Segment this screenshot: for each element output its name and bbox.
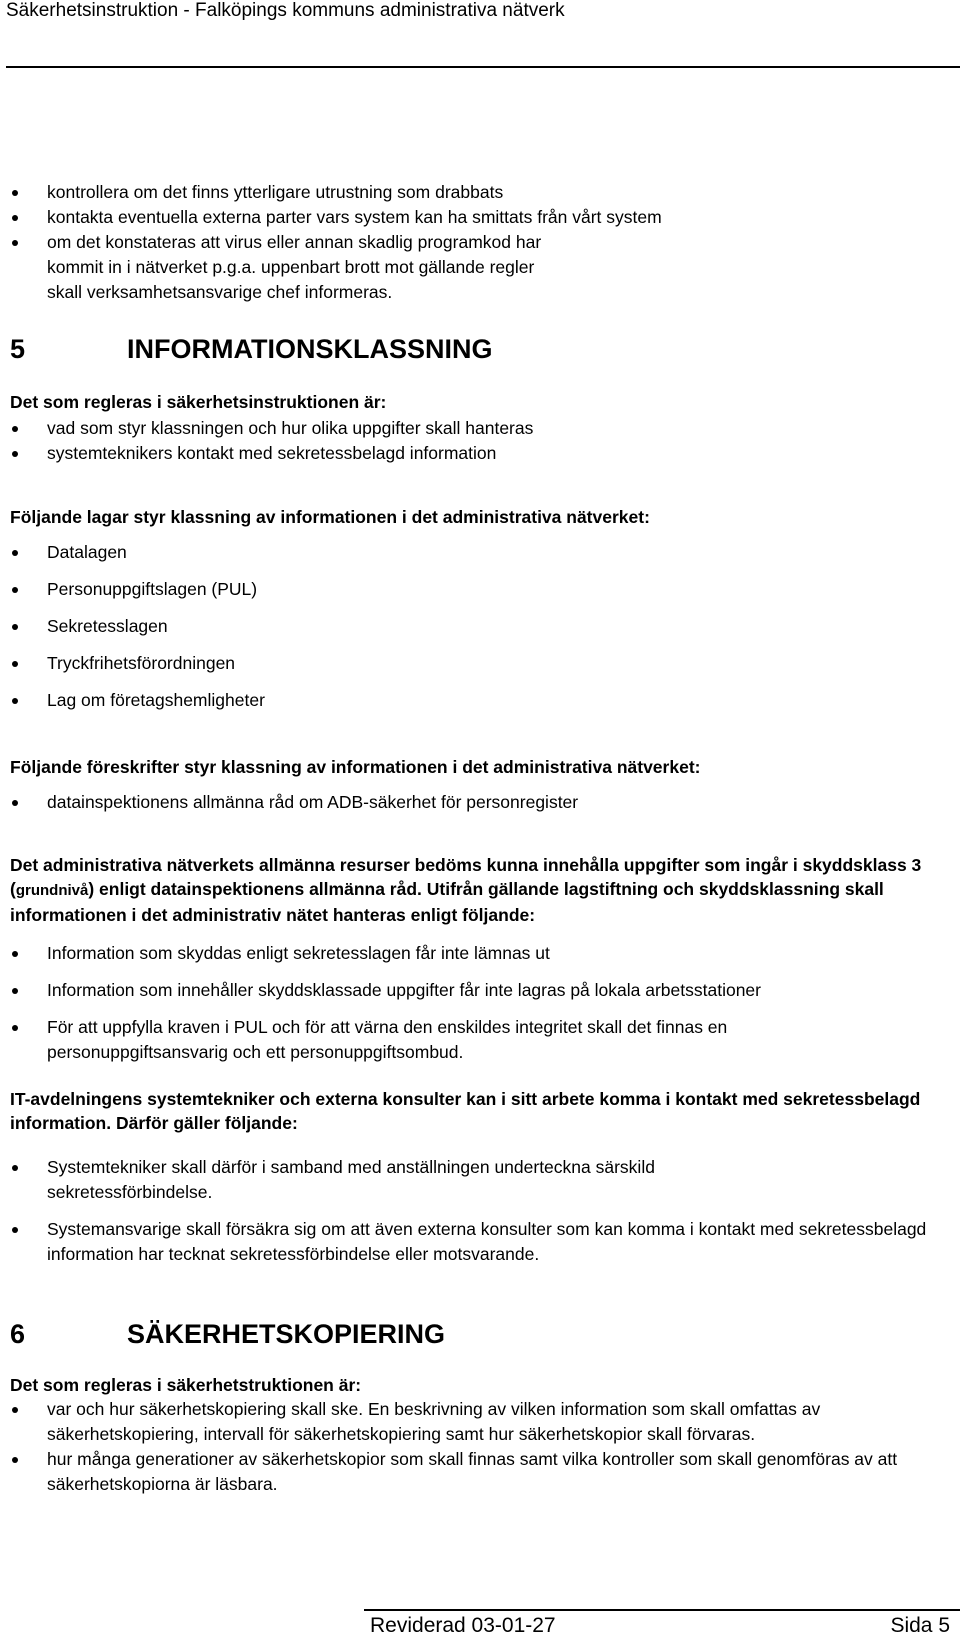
section-6-regulated-list — [10, 1397, 950, 1497]
section-5-regulated-label: Det som regleras i säkerhetsinstruktionen är: — [10, 392, 387, 412]
section-5-regs-block — [10, 755, 950, 815]
section-6-regulated-label: Det som regleras i säkerhetstruktionen är: — [10, 1375, 362, 1395]
list-item: Sekretesslagen — [10, 614, 950, 639]
section-5-regs-label: Följande föreskrifter styr klassning av informationen i det administrativa nätverket: — [10, 757, 701, 777]
section-6-regulated-block — [10, 1373, 950, 1497]
list-item: Lag om företagshemligheter — [10, 688, 950, 713]
intro-bullets-block — [10, 180, 950, 305]
intro-bullet-list — [10, 180, 950, 305]
list-item: Information som skyddas enligt sekretesslagen får inte lämnas ut — [10, 941, 950, 966]
section-5-it-block — [10, 1087, 950, 1267]
list-item: systemteknikers kontakt med sekretessbelagd information — [10, 441, 950, 466]
footer-divider — [364, 1609, 960, 1611]
list-item: För att uppfylla kraven i PUL och för att värna den enskildes integritet skall det finnas en personuppgiftsansvarig och ett personuppgiftsombud. — [10, 1015, 950, 1065]
section-5-laws-label: Följande lagar styr klassning av informationen i det administrativa nätverket: — [10, 507, 650, 527]
section-6-title: SÄKERHETSKOPIERING — [127, 1319, 446, 1349]
section-5-laws-list — [10, 540, 950, 713]
list-item: vad som styr klassningen och hur olika uppgifter skall hanteras — [10, 416, 950, 441]
header-divider — [6, 66, 960, 68]
list-item: hur många generationer av säkerhetskopior som skall finnas samt vilka kontroller som skall genomföras av att säkerhetskopiorna är läsbara. — [10, 1447, 950, 1497]
section-5-regulated-block — [10, 390, 950, 466]
section-6-number: 6 — [10, 1319, 26, 1349]
section-5-handling-list — [10, 941, 950, 1065]
resources-text-part-2: ) enligt datainspektionens allmänna råd. Utifrån gällande lagstiftning och skyddsklassning skall informationen i det administrativ nätet hanteras enligt följande: — [10, 879, 884, 925]
resources-text-part-1: Det administrativa nätverkets allmänna resurser bedöms kunna innehålla uppgifter som ingår i skyddsklass 3 ( — [10, 855, 922, 899]
footer-page-number: Sida 5 — [890, 1614, 950, 1637]
section-5-resources-block — [10, 853, 950, 1065]
section-5-resources-paragraph — [10, 853, 950, 927]
resources-text-small: grundnivå — [15, 882, 89, 899]
section-5-regulated-list — [10, 416, 950, 466]
section-5-laws-block — [10, 505, 950, 725]
section-5-it-list — [10, 1155, 950, 1267]
list-item: kontrollera om det finns ytterligare utrustning som drabbats — [10, 180, 950, 205]
list-item: kontakta eventuella externa parter vars system kan ha smittats från vårt system — [10, 205, 950, 230]
section-6-heading — [10, 1318, 445, 1350]
list-item: Personuppgiftslagen (PUL) — [10, 577, 950, 602]
list-item: Datalagen — [10, 540, 950, 565]
footer-revised: Reviderad 03-01-27 — [370, 1614, 556, 1637]
section-5-regs-list — [10, 790, 950, 815]
list-item: Systemansvarige skall försäkra sig om att även externa konsulter som kan komma i kontakt med sekretessbelagd information har tecknat sekretessförbindelse eller motsvarande. — [10, 1217, 950, 1267]
section-5-title: INFORMATIONSKLASSNING — [127, 334, 493, 364]
list-item: Information som innehåller skyddsklassade uppgifter får inte lagras på lokala arbetsstationer — [10, 978, 950, 1003]
list-item: var och hur säkerhetskopiering skall ske. En beskrivning av vilken information som skall omfattas av säkerhetskopiering, intervall för säkerhetskopiering samt hur säkerhetskopior skall förvaras. — [10, 1397, 950, 1447]
list-item: Systemtekniker skall därför i samband med anställningen underteckna särskild sekretessförbindelse. — [10, 1155, 950, 1205]
list-item: Tryckfrihetsförordningen — [10, 651, 950, 676]
section-5-it-label: IT-avdelningens systemtekniker och externa konsulter kan i sitt arbete komma i kontakt med sekretessbelagd information. Därför gäller följande: — [10, 1089, 921, 1133]
page-header-title: Säkerhetsinstruktion - Falköpings kommuns administrativa nätverk — [6, 0, 565, 21]
section-5-heading — [10, 333, 493, 365]
section-5-number: 5 — [10, 334, 26, 364]
list-item: om det konstateras att virus eller annan skadlig programkod har kommit in i nätverket p.g.a. uppenbart brott mot gällande regler skall verksamhetsansvarige chef informeras. — [10, 230, 950, 305]
list-item: datainspektionens allmänna råd om ADB-säkerhet för personregister — [10, 790, 950, 815]
